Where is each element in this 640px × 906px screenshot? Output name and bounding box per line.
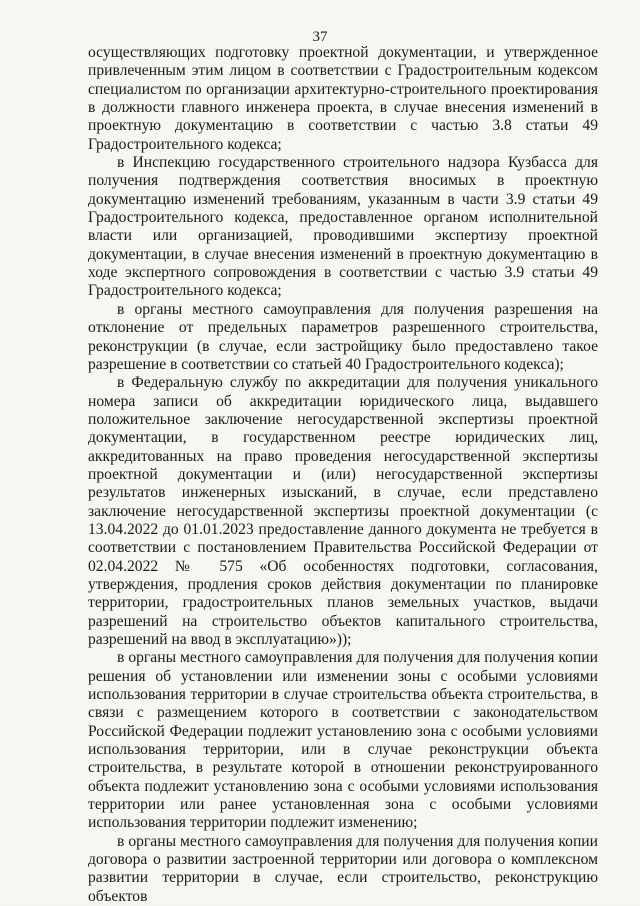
- paragraph-deviation-permit: в органы местного самоуправления для получения разрешения на отклонение от предельных параметров разрешенного строительства, реконструкции (в случае, если застройщику было предоставлено такое разрешение в соответствии со статьей 40 Градостроительного кодекса);: [88, 300, 598, 373]
- paragraph-territory-development-contract: в органы местного самоуправления для получения для получения копии договора о развитии застроенной территории или договора о комплексном развитии территории в случае, если строительство, реконструкцию объектов: [88, 832, 598, 905]
- paragraph-construction-inspection: в Инспекцию государственного строительного надзора Кузбасса для получения подтверждения соответствия вносимых в проектную документацию изменений требованиям, указанным в части 3.9 статьи 49 Градостроительного кодекса, предоставленное органом исполнительной власти или организацией, проводившими экспертизу проектной документации, в случае внесения изменений в проектную документацию в ходе экспертного сопровождения в соответствии с частью 3.9 статьи 49 Градостроительного кодекса;: [88, 154, 598, 300]
- page-number: 37: [312, 29, 328, 45]
- paragraph-continuation: осуществляющих подготовку проектной документации, и утвержденное привлеченным этим лицом в соответствии с Градостроительным кодексом специалистом по организации архитектурно-строительного проектирования в должности главного инженера проекта, в случае внесения изменений в проектную документацию в соответствии с частью 3.8 статьи 49 Градостроительного кодекса;: [88, 44, 598, 153]
- paragraph-accreditation-service: в Федеральную службу по аккредитации для получения уникального номера записи об аккредитации юридического лица, выдавшего положительное заключение негосударственной экспертизы проектной документации, в государственном реестре юридических лиц, аккредитованных на право проведения негосударственной экспертизы проектной документации и (или) негосударственной экспертизы результатов инженерных изысканий, в случае, если представлено заключение негосударственной экспертизы проектной документации (с 13.04.2022 до 01.01.2023 предоставление данного документа не требуется в соответствии с постановлением Правительства Российской Федерации от 02.04.2022 № 575 «Об особенностях подготовки, согласования, утверждения, продления сроков действия документации по планировке территории, градостроительных планов земельных участков, выдачи разрешений на строительство объектов капитального строительства, разрешений на ввод в эксплуатацию»));: [88, 374, 598, 648]
- paragraph-special-zone-decision: в органы местного самоуправления для получения для получения копии решения об установлении или изменении зоны с особыми условиями использования территории в случае строительства объекта строительства, в связи с размещением которого в соответствии с законодательством Российской Федерации подлежит установлению зона с особыми условиями использования территории, или в случае реконструкции объекта строительства, в результате которой в отношении реконструированного объекта подлежит установлению зона с особыми условиями использования территории или ранее установленная зона с особыми условиями использования территории подлежит изменению;: [88, 649, 598, 832]
- document-body: [88, 44, 598, 906]
